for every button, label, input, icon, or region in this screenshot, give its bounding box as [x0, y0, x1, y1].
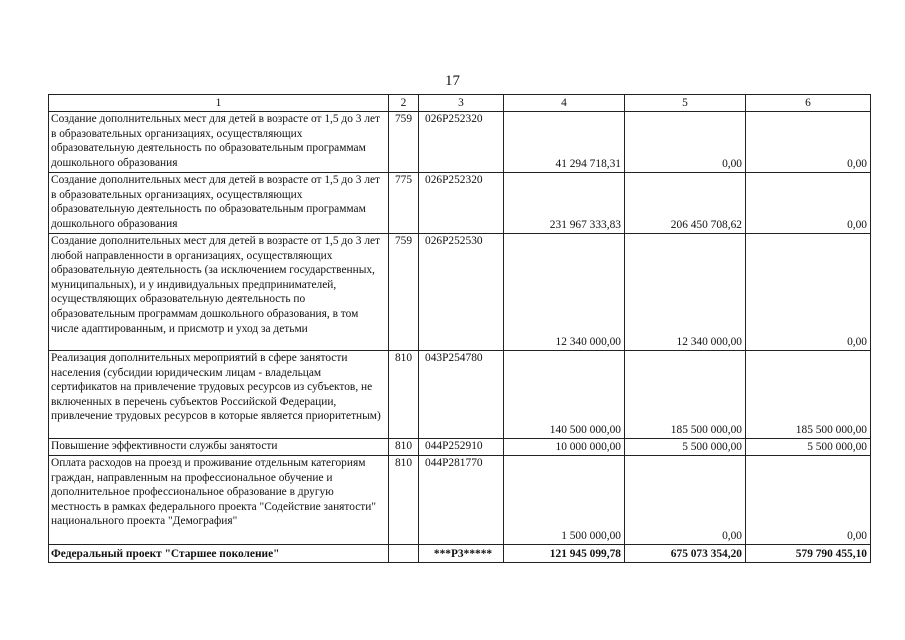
row-value-5: 5 500 000,00 [625, 439, 746, 456]
total-value-5: 675 073 354,20 [625, 545, 746, 563]
row-grbs-code: 759 [389, 112, 419, 173]
row-value-6: 0,00 [746, 234, 871, 351]
table-header-row [49, 95, 871, 112]
total-value-4: 121 945 099,78 [504, 545, 625, 563]
row-name: Повышение эффективности службы занятости [49, 439, 389, 456]
row-value-6: 185 500 000,00 [746, 351, 871, 439]
row-target-code: 044P252910 [419, 439, 504, 456]
row-value-4: 1 500 000,00 [504, 456, 625, 545]
header-col-1: 1 [49, 95, 389, 112]
row-target-code: 044P281770 [419, 456, 504, 545]
header-col-6: 6 [746, 95, 871, 112]
row-value-4: 12 340 000,00 [504, 234, 625, 351]
total-name: Федеральный проект "Старшее поколение" [49, 545, 389, 563]
page-number: 17 [445, 73, 460, 89]
table-row [49, 439, 871, 456]
row-value-4: 10 000 000,00 [504, 439, 625, 456]
row-value-4: 140 500 000,00 [504, 351, 625, 439]
row-grbs-code: 810 [389, 456, 419, 545]
row-name: Создание дополнительных мест для детей в возрасте от 1,5 до 3 лет в образовательных организациях, осуществляющих образовательную деятельность по образовательным программам дошкольного образования [49, 173, 389, 234]
row-target-code: 043P254780 [419, 351, 504, 439]
row-value-6: 0,00 [746, 112, 871, 173]
row-target-code: 026P252320 [419, 173, 504, 234]
row-name: Создание дополнительных мест для детей в возрасте от 1,5 до 3 лет в образовательных организациях, осуществляющих образовательную деятельность по образовательным программам дошкольного образования [49, 112, 389, 173]
row-value-6: 0,00 [746, 173, 871, 234]
row-target-code: 026P252320 [419, 112, 504, 173]
table-row [49, 112, 871, 173]
table-row [49, 173, 871, 234]
total-target-code: ***P3***** [419, 545, 504, 563]
row-target-code: 026P252530 [419, 234, 504, 351]
row-name: Реализация дополнительных мероприятий в сфере занятости населения (субсидии юридическим лицам - владельцам сертификатов на привлечение трудовых ресурсов из субъектов, не включенных в перечень субъектов Российской Федерации, привлечение трудовых ресурсов в которые является приоритетным) [49, 351, 389, 439]
row-value-5: 206 450 708,62 [625, 173, 746, 234]
header-col-3: 3 [419, 95, 504, 112]
table-row [49, 351, 871, 439]
header-col-4: 4 [504, 95, 625, 112]
row-value-5: 12 340 000,00 [625, 234, 746, 351]
row-value-5: 185 500 000,00 [625, 351, 746, 439]
row-name: Оплата расходов на проезд и проживание отдельным категориям граждан, направленным на профессиональное обучение и дополнительное профессиональное образование в другую местность в рамках федерального проекта "Содействие занятости" национального проекта "Демография" [49, 456, 389, 545]
row-name: Создание дополнительных мест для детей в возрасте от 1,5 до 3 лет любой направленности в организациях, осуществляющих образовательную деятельность (за исключением государственных, муниципальных), и у индивидуальных предпринимателей, осуществляющих образовательную деятельность по образовательным программам дошкольного образования, в том числе адаптированным, и присмотр и уход за детьми [49, 234, 389, 351]
row-value-6: 5 500 000,00 [746, 439, 871, 456]
row-grbs-code: 810 [389, 351, 419, 439]
total-row [49, 545, 871, 563]
row-value-4: 41 294 718,31 [504, 112, 625, 173]
row-grbs-code: 775 [389, 173, 419, 234]
total-grbs-code [389, 545, 419, 563]
row-grbs-code: 759 [389, 234, 419, 351]
table-row [49, 234, 871, 351]
table-row [49, 456, 871, 545]
row-value-4: 231 967 333,83 [504, 173, 625, 234]
header-col-2: 2 [389, 95, 419, 112]
row-value-5: 0,00 [625, 456, 746, 545]
header-col-5: 5 [625, 95, 746, 112]
budget-table [48, 94, 871, 563]
row-value-5: 0,00 [625, 112, 746, 173]
row-grbs-code: 810 [389, 439, 419, 456]
total-value-6: 579 790 455,10 [746, 545, 871, 563]
row-value-6: 0,00 [746, 456, 871, 545]
